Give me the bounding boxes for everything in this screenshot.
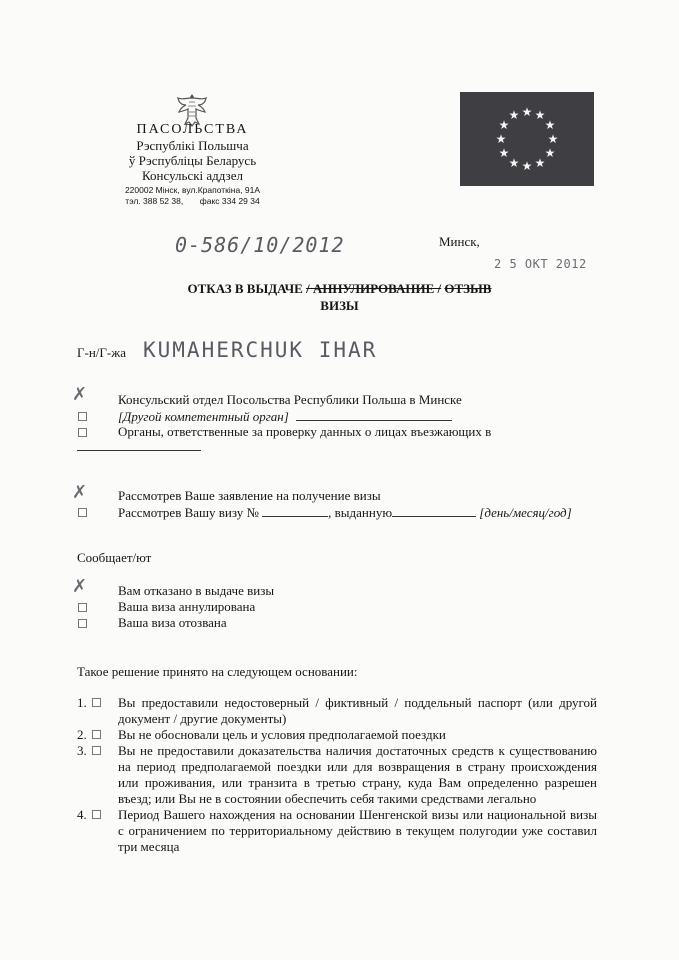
svg-text:★: ★ <box>547 132 559 146</box>
visa-issued-date-blank[interactable] <box>392 504 476 517</box>
embassy-contacts <box>110 196 275 207</box>
title-struck-annulment: / АННУЛИРОВАНИЕ / <box>306 281 442 296</box>
authority-option-control: Органы, ответственные за проверку данных о лицах въезжающих в <box>118 424 492 439</box>
svg-text:★: ★ <box>534 108 546 122</box>
addressee-name: KUMAHERCHUK IHAR <box>143 338 378 362</box>
ground-number-1-text: 1. <box>77 695 87 710</box>
ground-item-4 <box>77 807 597 855</box>
checkmark-authority-icon: ✗ <box>72 384 88 405</box>
ground-text-2: Вы не обосновали цель и условия предполагаемой поездки <box>118 727 446 742</box>
ground-item-1 <box>77 695 597 727</box>
svg-text:★: ★ <box>508 108 520 122</box>
svg-text:★: ★ <box>544 146 556 160</box>
checkbox-revoked[interactable] <box>78 619 87 628</box>
checkbox-annulled[interactable] <box>78 603 87 612</box>
decision-revoked: Ваша виза отозвана <box>118 615 227 630</box>
ground-item-2 <box>77 727 597 743</box>
authority-option-consulate: Консульский отдел Посольства Республики Польша в Минске <box>118 392 462 407</box>
checkbox-ground-4[interactable] <box>92 810 101 819</box>
checkbox-ground-1[interactable] <box>92 698 101 707</box>
authority-option-other-label: [Другой компетентный орган] <box>118 409 289 424</box>
visa-number-blank[interactable] <box>262 504 328 517</box>
title-visa: ВИЗЫ <box>320 298 359 313</box>
ground-number-3-text: 3. <box>77 743 87 758</box>
date-format-hint: [день/месяц/год] <box>479 505 572 520</box>
embassy-fax: факс 334 29 34 <box>199 196 260 206</box>
considered-visa-label: Рассмотрев Вашу визу № <box>118 505 259 520</box>
ground-number-1 <box>77 695 118 727</box>
embassy-line-location: ў Рэспубліцы Беларусь <box>128 153 257 168</box>
svg-text:★: ★ <box>544 118 556 132</box>
checkmark-application-icon: ✗ <box>72 482 88 503</box>
svg-text:★: ★ <box>498 118 510 132</box>
eu-flag-icon <box>460 92 594 186</box>
checkbox-control-authority[interactable] <box>78 428 87 437</box>
ground-number-2 <box>77 727 118 743</box>
title-main: ОТКАЗ В ВЫДАЧЕ <box>187 281 303 296</box>
ground-text-4: Период Вашего нахождения на основании Шенгенской визы или национальной визы с ограничением по территориальному действию в текущем полугодии уже составил три месяца <box>118 807 597 854</box>
other-authority-blank[interactable] <box>296 408 452 421</box>
embassy-title: ПАСОЛЬСТВА <box>136 122 249 137</box>
embassy-line-department: Консульскі аддзел <box>142 168 243 183</box>
document-title <box>0 280 679 314</box>
checkmark-refused-icon: ✗ <box>72 576 88 597</box>
informs-label: Сообщает/ют <box>77 550 152 565</box>
svg-text:★: ★ <box>521 105 533 119</box>
grounds-list <box>77 695 597 855</box>
ground-number-2-text: 2. <box>77 727 87 742</box>
embassy-header <box>110 122 275 207</box>
svg-text:★: ★ <box>521 159 533 173</box>
authority-option-other <box>118 408 452 425</box>
checkbox-ground-2[interactable] <box>92 730 101 739</box>
ground-number-3 <box>77 743 118 807</box>
checkbox-ground-3[interactable] <box>92 746 101 755</box>
title-struck-revocation: ОТЗЫВ <box>444 281 492 296</box>
embassy-address: 220002 Мінск, вул.Крапоткіна, 91А <box>124 185 261 195</box>
ground-text-1: Вы предоставили недостоверный / фиктивный / поддельный паспорт (или другой документ / другие документы) <box>118 695 597 726</box>
considered-visa-issued: , выданную <box>328 505 393 520</box>
embassy-line-country: Рэспублікі Польшча <box>136 138 249 153</box>
ground-item-3 <box>77 743 597 807</box>
decision-refused: Вам отказано в выдаче визы <box>118 583 275 598</box>
handwritten-reference-number: 0-586/10/2012 <box>175 233 345 257</box>
ground-number-4 <box>77 807 118 855</box>
embassy-phone: тэл. 388 52 38, <box>125 196 184 206</box>
addressee-label: Г-н/Г-жа <box>77 345 127 360</box>
city-label: Минск, <box>439 234 480 249</box>
ground-text-3: Вы не предоставили доказательства наличия достаточных средств к существованию на период предполагаемой поездки или для возвращения в страну происхождения или проживания, или транзита в третью страну, куда Вам определенно разрешен въезд; или Вы не в состоянии обеспечить себя такими средствами легально <box>118 743 597 806</box>
date-stamp: 2 5 ОКТ 2012 <box>494 257 587 271</box>
checkbox-other-authority[interactable] <box>78 412 87 421</box>
checkbox-considered-visa[interactable] <box>78 508 87 517</box>
considered-application: Рассмотрев Ваше заявление на получение визы <box>118 488 381 503</box>
decision-annulled: Ваша виза аннулирована <box>118 599 256 614</box>
svg-text:★: ★ <box>495 132 507 146</box>
svg-text:★: ★ <box>508 156 520 170</box>
eu-stars-icon <box>460 92 594 186</box>
svg-text:★: ★ <box>498 146 510 160</box>
ground-number-4-text: 4. <box>77 807 87 822</box>
svg-text:★: ★ <box>534 156 546 170</box>
considered-visa <box>118 504 572 521</box>
grounds-label: Такое решение принято на следующем основании: <box>77 664 358 679</box>
control-authority-blank[interactable] <box>77 450 201 451</box>
